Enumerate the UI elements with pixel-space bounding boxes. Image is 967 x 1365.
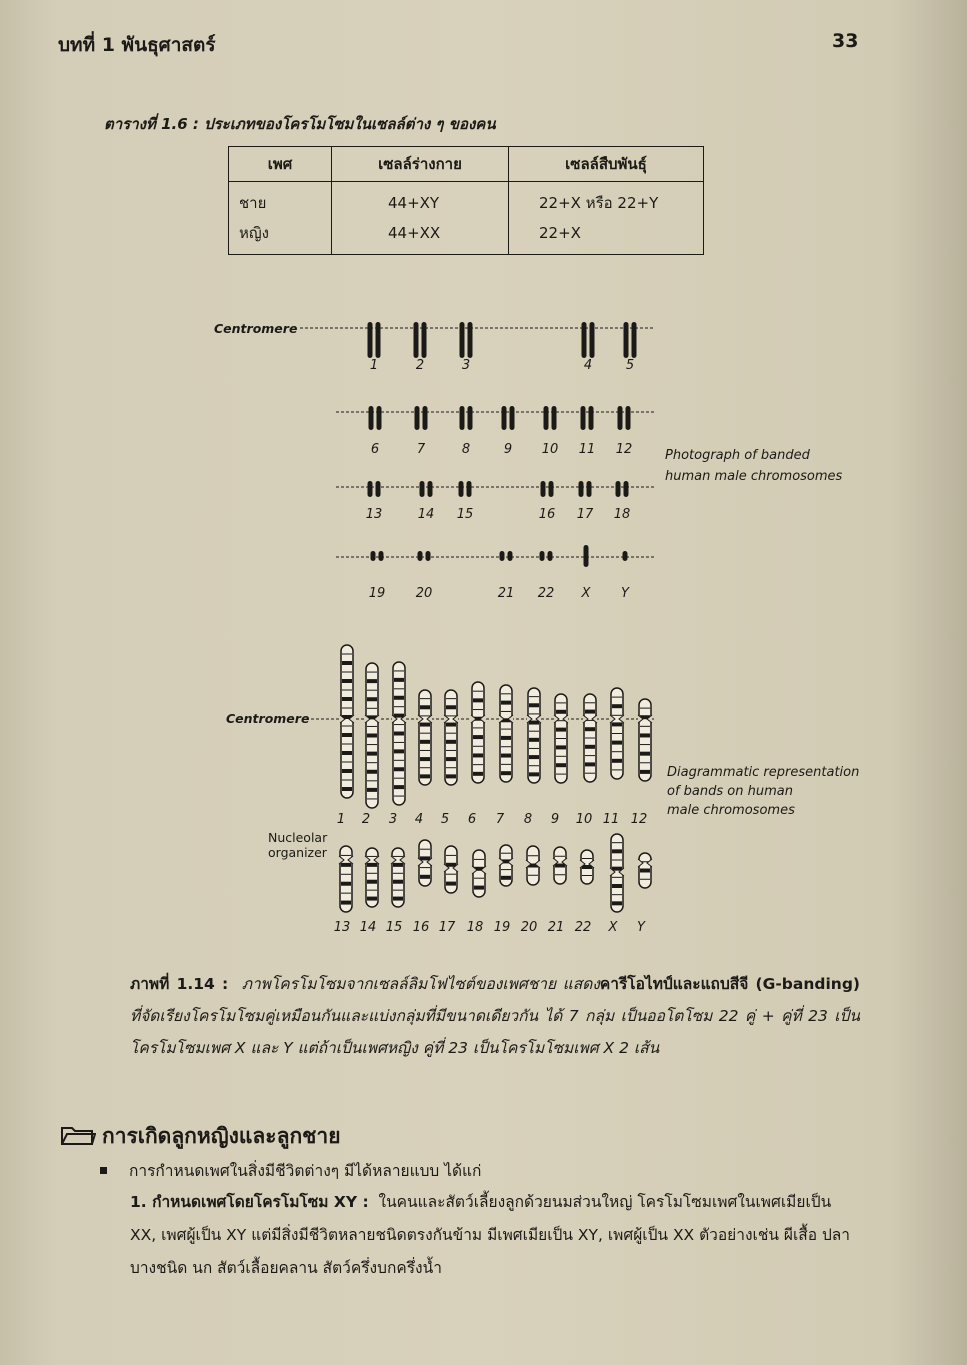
chromosome-number: X xyxy=(581,586,591,601)
chromosome-photo xyxy=(590,322,595,358)
chromosome-number: 6 xyxy=(467,812,477,827)
chromosome-number: 6 xyxy=(370,442,380,457)
chromosome-band xyxy=(473,735,483,739)
figure-caption xyxy=(130,968,860,1064)
chromosome-band xyxy=(341,863,351,867)
chromosome-number: 18 xyxy=(466,920,484,935)
chromosome-photo xyxy=(420,481,425,497)
chromosome-ideogram xyxy=(472,682,484,783)
chromosome-band xyxy=(394,678,404,682)
chromosome-number: 9 xyxy=(503,442,513,457)
bullet-square-icon xyxy=(100,1167,107,1174)
chromosome-band xyxy=(393,863,403,867)
chromosome-photo xyxy=(377,406,382,430)
chromosome-band xyxy=(420,875,430,879)
table-cell: 44+XX xyxy=(388,224,441,242)
chromosome-band xyxy=(342,733,352,737)
chromosome-number: 17 xyxy=(438,920,456,935)
bullet-text: การกำหนดเพศในสิ่งมีชีวิตต่างๆ มีได้หลายแบบ ได้แก่ xyxy=(129,1162,482,1180)
figure-caption-bold: คารีโอไทป์และแถบสีจี (G-banding) xyxy=(599,975,860,993)
chromosome-number: 20 xyxy=(415,586,433,601)
table-cell: 22+X หรือ 22+Y xyxy=(539,194,659,212)
chromosome-photo xyxy=(623,551,628,561)
chromosome-band xyxy=(529,721,539,725)
chromosome-ideogram xyxy=(500,685,512,782)
chromosome-number: 4 xyxy=(583,358,593,373)
chromosome-band xyxy=(446,723,456,727)
chromosome-band xyxy=(473,698,483,702)
figure-caption-text: ที่จัดเรียงโครโมโซมคู่เหมือนกันและแบ่งกลุ่มที่มีขนาดเดียวกัน ได้ 7 กลุ่ม เป็นออโตโซม 22 คู่ + คู่ที่ 23 เป็นโครโมโซมเพศ X และ Y แต่ถ้าเป็นเพศหญิง คู่ที่ 23 เป็นโครโมโซมเพศ X 2 เส้น xyxy=(130,1007,860,1057)
chromosome-number: 21 xyxy=(547,920,565,935)
chromosome-band xyxy=(367,697,377,701)
chromosome-band xyxy=(394,714,404,718)
list-item-paragraph xyxy=(130,1186,860,1285)
chromosome-ideogram xyxy=(341,645,353,798)
chromosome-photo xyxy=(581,406,586,430)
centromere-label-diagram: Centromere xyxy=(226,711,310,726)
table-header-cell: เพศ xyxy=(229,147,332,182)
chromosome-number: 4 xyxy=(414,812,424,827)
chromosome-band xyxy=(612,741,622,745)
chromosome-band xyxy=(501,771,511,775)
chromosome-band xyxy=(612,867,622,871)
chromosome-band xyxy=(501,736,511,740)
chromosome-photo xyxy=(428,481,433,497)
chromosome-number: 3 xyxy=(461,358,471,373)
chromosome-ideogram xyxy=(500,845,512,886)
chromosome-band xyxy=(612,884,622,888)
chromosome-number: 8 xyxy=(523,812,533,827)
chromosome-band xyxy=(367,679,377,683)
chromosome-band xyxy=(640,752,650,756)
chromosome-band xyxy=(501,876,511,880)
chromosome-photo xyxy=(468,322,473,358)
chromosome-photo xyxy=(618,406,623,430)
chromosome-photo xyxy=(368,481,373,497)
chromosome-photo xyxy=(414,322,419,358)
chromosome-band xyxy=(612,722,622,726)
chromosome-band xyxy=(556,710,566,714)
chromosome-number: 11 xyxy=(602,812,620,827)
diagram-caption-line: Diagrammatic representation xyxy=(667,765,860,780)
chromosome-photo xyxy=(616,481,621,497)
list-item-title: 1. กำหนดเพศโดยโครโมโซม XY : xyxy=(130,1193,369,1211)
chromosome-number: 22 xyxy=(574,920,592,935)
chromosome-band xyxy=(529,755,539,759)
chromosome-band xyxy=(640,869,650,873)
diagram-caption-line: male chromosomes xyxy=(667,803,795,818)
chromosome-number: 12 xyxy=(630,812,648,827)
chromosome-photo xyxy=(460,406,465,430)
chromosome-number: 2 xyxy=(361,812,371,827)
table-cell: หญิง xyxy=(239,224,269,242)
chromosome-photo xyxy=(544,406,549,430)
chromosome-band xyxy=(446,882,456,886)
chromosome-band xyxy=(342,787,352,791)
chromosome-photo xyxy=(589,406,594,430)
chromosome-photo xyxy=(500,551,505,561)
chromosome-number: 7 xyxy=(416,442,426,457)
table-caption: ตารางที่ 1.6 : ประเภทของโครโมโซมในเซลล์ต่าง ๆ ของคน xyxy=(104,115,496,133)
folder-icon xyxy=(60,1124,96,1151)
chromosome-number: 8 xyxy=(461,442,471,457)
table-header-cell: เซลล์ร่างกาย xyxy=(332,147,509,182)
chromosome-photo xyxy=(632,322,637,358)
chromosome-band xyxy=(529,703,539,707)
chromosome-photo xyxy=(376,322,381,358)
chromosome-band xyxy=(640,733,650,737)
chromosome-band xyxy=(367,897,377,901)
chromosome-photo xyxy=(552,406,557,430)
chromosome-band xyxy=(342,751,352,755)
chromosome-band xyxy=(342,697,352,701)
chromosome-band xyxy=(473,753,483,757)
chromosome-photo xyxy=(541,481,546,497)
section-heading xyxy=(60,1120,341,1153)
chromosome-number: 5 xyxy=(625,358,635,373)
chromosome-band xyxy=(446,740,456,744)
chromosome-number: 14 xyxy=(359,920,377,935)
figure-caption-text: ภาพโครโมโซมจากเซลล์ลิมโฟไซต์ของเพศชาย แสดง xyxy=(241,975,600,993)
chromosome-band xyxy=(585,710,595,714)
chromosome-photo xyxy=(579,481,584,497)
chromosome-number: 12 xyxy=(615,442,633,457)
chromosome-band xyxy=(420,757,430,761)
chromosome-band xyxy=(556,745,566,749)
chromosome-band xyxy=(394,785,404,789)
chromosome-photo xyxy=(368,322,373,358)
chromosome-band xyxy=(420,856,430,860)
list-item-text: ในคนและสัตว์เลี้ยงลูกด้วยนมส่วนใหญ่ โครโมโซมเพศในเพศเมียเป็น XX, เพศผู้เป็น XY แต่มีสิ่งมีชีวิตหลายชนิดตรงกันข้าม มีเพศเมียเป็น XY, เพศผู้เป็น XX ตัวอย่างเช่น ผีเสื้อ ปลาบางชนิด นก สัตว์เลื้อยคลาน สัตว์ครึ่งบกครึ่งน้ำ xyxy=(130,1193,850,1277)
chromosome-band xyxy=(556,763,566,767)
nucleolar-label: Nucleolar xyxy=(268,830,328,845)
chromosome-photo xyxy=(422,322,427,358)
chromosome-number: 1 xyxy=(336,812,346,827)
chromosome-band xyxy=(393,880,403,884)
chromosome-number: 19 xyxy=(493,920,511,935)
chromosome-number: 9 xyxy=(550,812,560,827)
section-heading-text: การเกิดลูกหญิงและลูกชาย xyxy=(102,1124,341,1148)
chromosome-number: 17 xyxy=(576,507,594,522)
chromosome-photo xyxy=(587,481,592,497)
chromosome-number: 20 xyxy=(520,920,538,935)
chromosome-number: 21 xyxy=(497,586,515,601)
chromosome-photo xyxy=(468,406,473,430)
chromosome-band xyxy=(529,772,539,776)
chromosome-number: 13 xyxy=(333,920,351,935)
chromosome-band xyxy=(612,849,622,853)
chromosome-photo xyxy=(460,322,465,358)
chromosome-number: 19 xyxy=(368,586,386,601)
chromosome-band xyxy=(474,886,484,890)
chromosome-photo xyxy=(548,551,553,561)
chromosome-band xyxy=(640,770,650,774)
chromosome-band xyxy=(420,705,430,709)
chromosome-number: 22 xyxy=(537,586,555,601)
chromosome-photo xyxy=(426,551,431,561)
table-cell: 22+X xyxy=(539,224,581,242)
chromosome-number: 2 xyxy=(415,358,425,373)
centromere-label-photo: Centromere xyxy=(214,321,298,336)
chromosome-photo xyxy=(371,551,376,561)
chromosome-number: X xyxy=(608,920,618,935)
chromosome-number: 16 xyxy=(538,507,556,522)
chromosome-number: 10 xyxy=(575,812,593,827)
chromosome-photo xyxy=(508,551,513,561)
chromosome-band xyxy=(394,732,404,736)
chromosome-photo xyxy=(624,322,629,358)
figure-caption-label: ภาพที่ 1.14 : xyxy=(130,975,229,993)
chromosome-photo xyxy=(624,481,629,497)
chromosome-photo xyxy=(423,406,428,430)
chromosome-band xyxy=(367,734,377,738)
chromosome-band xyxy=(446,757,456,761)
chromosome-number: 13 xyxy=(365,507,383,522)
chromosome-photo xyxy=(584,545,589,567)
chromosome-band xyxy=(394,696,404,700)
chromosome-number: 5 xyxy=(440,812,450,827)
chromosome-photo xyxy=(540,551,545,561)
chromosome-ideogram xyxy=(445,690,457,785)
chromosome-photo xyxy=(459,481,464,497)
chromosome-number: 7 xyxy=(495,812,505,827)
chromosome-band xyxy=(446,705,456,709)
chromosome-number: 10 xyxy=(541,442,559,457)
chromosome-band xyxy=(394,767,404,771)
chromosome-band xyxy=(612,901,622,905)
chromosome-number: 3 xyxy=(388,812,398,827)
nucleolar-label: organizer xyxy=(268,845,327,860)
karyotype-diagram xyxy=(306,645,655,935)
chromosome-band xyxy=(473,772,483,776)
chromosome-photo xyxy=(549,481,554,497)
chromosome-band xyxy=(393,897,403,901)
chromosome-band xyxy=(612,759,622,763)
chromosome-band xyxy=(529,738,539,742)
table-cell: ชาย xyxy=(239,194,267,212)
chromosome-number: Y xyxy=(621,586,629,601)
chromosome-photo xyxy=(626,406,631,430)
chromosome-band xyxy=(341,901,351,905)
chromosome-band xyxy=(585,762,595,766)
chromosome-photo xyxy=(376,481,381,497)
chromosome-number: 14 xyxy=(417,507,435,522)
chromosome-number: 18 xyxy=(613,507,631,522)
bullet-item xyxy=(100,1158,481,1183)
chromosome-band xyxy=(367,752,377,756)
chromosome-band xyxy=(501,701,511,705)
chromosome-band xyxy=(612,704,622,708)
diagram-caption-line: of bands on human xyxy=(667,784,793,799)
chromosome-band xyxy=(556,728,566,732)
chromosome-number: 16 xyxy=(412,920,430,935)
chromosome-band xyxy=(342,661,352,665)
chromosome-band xyxy=(501,754,511,758)
chromosome-photo xyxy=(582,322,587,358)
chromosome-band xyxy=(394,749,404,753)
chromosome-ideogram xyxy=(528,688,540,783)
table-cell: 44+XY xyxy=(388,194,440,212)
chromosome-number: 11 xyxy=(578,442,596,457)
chromosome-band xyxy=(585,745,595,749)
photo-caption-line: human male chromosomes xyxy=(665,469,843,484)
chromosome-photo xyxy=(418,551,423,561)
chromosome-band xyxy=(367,770,377,774)
karyotype-photo xyxy=(300,322,655,601)
chromosome-band xyxy=(367,863,377,867)
chromosome-band xyxy=(585,727,595,731)
chromosome-band xyxy=(342,769,352,773)
chromosome-ideogram xyxy=(419,690,431,785)
chromosome-ideogram xyxy=(639,699,651,781)
table-header-cell: เซลล์สืบพันธุ์ xyxy=(509,147,704,182)
chromosome-photo xyxy=(510,406,515,430)
chromosome-band xyxy=(341,882,351,886)
chromosome-number: 15 xyxy=(456,507,474,522)
chromosome-number: 15 xyxy=(385,920,403,935)
chapter-header: บทที่ 1 พันธุศาสตร์ xyxy=(58,34,216,56)
chromosome-band xyxy=(420,723,430,727)
chromosome-number: 1 xyxy=(369,358,379,373)
chromosome-photo xyxy=(467,481,472,497)
chromosome-photo xyxy=(379,551,384,561)
photo-caption-line: Photograph of banded xyxy=(665,448,810,463)
chromosome-photo xyxy=(415,406,420,430)
chromosome-band xyxy=(420,774,430,778)
chromosome-band xyxy=(342,679,352,683)
chromosome-band xyxy=(446,774,456,778)
chromosome-ideogram xyxy=(473,850,485,897)
page-number: 33 xyxy=(832,30,859,52)
chromosome-photo xyxy=(369,406,374,430)
chromosome-band xyxy=(420,740,430,744)
chromosome-band xyxy=(367,880,377,884)
chromosome-photo xyxy=(502,406,507,430)
chromosome-band xyxy=(555,864,565,868)
chromosome-number: Y xyxy=(637,920,645,935)
chromosome-band xyxy=(367,788,377,792)
